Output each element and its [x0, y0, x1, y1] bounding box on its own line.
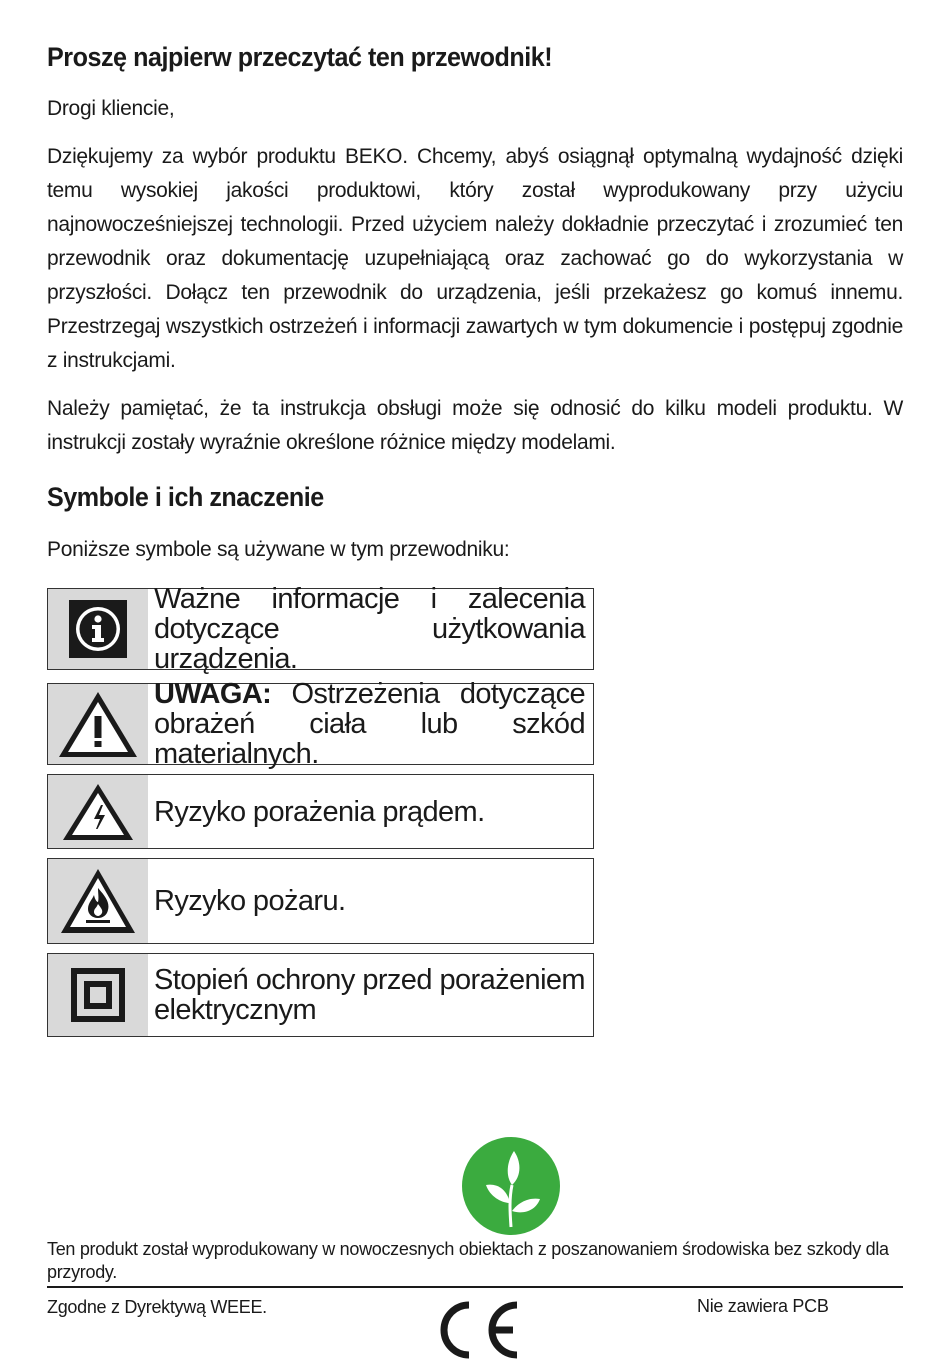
- symbol-text: Ryzyko pożaru.: [154, 885, 346, 917]
- warning-icon: [56, 688, 140, 760]
- pcb-statement: Nie zawiera PCB: [697, 1296, 829, 1316]
- symbol-text: Ryzyko porażenia prądem.: [154, 795, 485, 828]
- symbol-row-info: [47, 583, 594, 675]
- page-title: Proszę najpierw przeczytać ten przewodnik!: [47, 42, 553, 72]
- ce-mark-icon: [433, 1299, 521, 1361]
- eco-leaf-icon: [462, 1137, 560, 1235]
- greeting: Drogi kliencie,: [47, 97, 175, 120]
- protection-class-icon: [71, 968, 125, 1022]
- symbol-text: Stopień ochrony przed porażeniem elektrycznym: [154, 964, 585, 1026]
- info-icon: [67, 598, 129, 660]
- symbol-row-protection-class: [47, 953, 594, 1037]
- warning-label: UWAGA:: [154, 678, 272, 710]
- symbols-heading: Symbole i ich znaczenie: [47, 482, 324, 512]
- eco-statement: Ten produkt został wyprodukowany w nowoczesnych obiektach z poszanowaniem środowiska bez szkody dla przyrody.: [47, 1239, 889, 1282]
- electric-shock-icon: [61, 781, 135, 843]
- footer-divider: [47, 1286, 903, 1288]
- symbols-intro: Poniższe symbole są używane w tym przewodniku:: [47, 538, 510, 561]
- symbol-text: Ważne informacje i zalecenia dotyczące użytkowania urządzenia.: [154, 583, 585, 675]
- intro-paragraph: Dziękujemy za wybór produktu BEKO. Chcemy, abyś osiągnął optymalną wydajność dzięki temu wysokiej jakości produktowi, który został wyprodukowany przy użyciu najnowocześniejszej technologii. Przed użyciem należy dokładnie przeczytać i zrozumieć ten przewodnik oraz dokumentację uzupełniającą oraz zachować go do wykorzystania w przyszłości. Dołącz ten przewodnik do urządzenia, jeśli przekażesz go komuś innemu. Przestrzegaj wszystkich ostrzeżeń i informacji zawartych w tym dokumencie i postępuj zgodnie z instrukcjami.: [47, 145, 903, 372]
- symbol-row-electric-shock: [47, 774, 594, 849]
- fire-hazard-icon: [59, 866, 137, 936]
- symbol-text: Ostrzeżenia dotyczące obrażeń ciała lub szkód materialnych.: [154, 678, 585, 770]
- symbol-row-warning: [47, 678, 594, 770]
- models-note-paragraph: Należy pamiętać, że ta instrukcja obsługi może się odnosić do kilku modeli produktu. W instrukcji zostały wyraźnie określone różnice między modelami.: [47, 397, 903, 454]
- symbol-row-fire-hazard: [47, 858, 594, 944]
- weee-compliance: Zgodne z Dyrektywą WEEE.: [47, 1297, 267, 1317]
